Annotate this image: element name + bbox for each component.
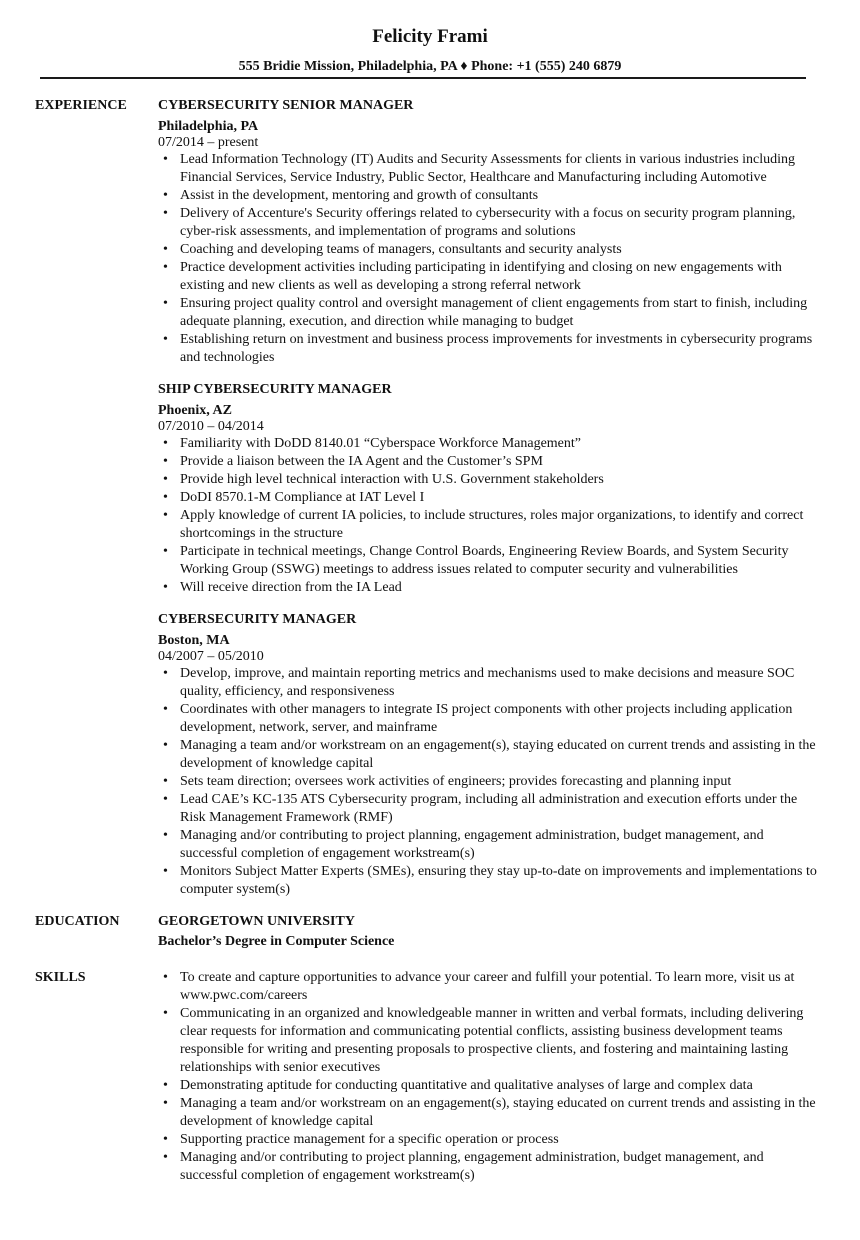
candidate-name: Felicity Frami — [372, 26, 488, 47]
job-dates: 07/2014 – present — [158, 135, 259, 150]
job-entry — [158, 381, 818, 597]
experience-section — [0, 97, 860, 899]
job-dates: 04/2007 – 05/2010 — [158, 649, 264, 664]
school-name: GEORGETOWN UNIVERSITY — [158, 914, 355, 929]
bullet-item: • Familiarity with DoDD 8140.01 “Cyberspace Workforce Management” — [180, 435, 818, 453]
bullet-item: • Participate in technical meetings, Change Control Boards, Engineering Review Boards, and System Security Working Group (SSWG) meetings to address issues related to computer security and vulnerabilities — [180, 543, 818, 579]
bullet-item: • Lead CAE’s KC-135 ATS Cybersecurity program, including all administration and execution efforts under the Risk Management Framework (RMF) — [180, 791, 818, 827]
job-bullets — [158, 435, 818, 597]
resume-content — [0, 97, 860, 1185]
education-body — [158, 913, 818, 951]
bullet-item: • Ensuring project quality control and oversight management of client engagements from start to finish, including adequate planning, execution, and direction while managing to budget — [180, 295, 818, 331]
bullet-item: • Managing a team and/or workstream on an engagement(s), staying educated on current trends and assisting in the development of knowledge capital — [180, 1095, 818, 1131]
bullet-item: • Sets team direction; oversees work activities of engineers; provides forecasting and planning input — [180, 773, 818, 791]
job-title: CYBERSECURITY SENIOR MANAGER — [158, 98, 414, 113]
bullet-item: • Coaching and developing teams of managers, consultants and security analysts — [180, 241, 818, 259]
header-divider — [40, 77, 806, 79]
job-bullets — [158, 151, 818, 367]
job-bullets — [158, 665, 818, 899]
bullet-item: • To create and capture opportunities to advance your career and fulfill your potential. To learn more, visit us at www.pwc.com/careers — [180, 969, 818, 1005]
section-title-skills: SKILLS — [35, 970, 86, 985]
bullet-item: • Coordinates with other managers to integrate IS project components with other projects including application development, network, server, and mainframe — [180, 701, 818, 737]
section-title-experience: EXPERIENCE — [35, 98, 127, 113]
bullet-item: • Demonstrating aptitude for conducting quantitative and qualitative analyses of large and complex data — [180, 1077, 818, 1095]
skills-bullets — [158, 969, 818, 1185]
bullet-item: • Monitors Subject Matter Experts (SMEs), ensuring they stay up-to-date on improvements and implementations to computer system(s) — [180, 863, 818, 899]
bullet-item: • Delivery of Accenture's Security offerings related to cybersecurity with a focus on security program planning, cyber-risk assessments, and implementation of programs and solutions — [180, 205, 818, 241]
bullet-item: • Lead Information Technology (IT) Audits and Security Assessments for clients in various industries including Financial Services, Service Industry, Public Sector, Healthcare and Manufacturing including Automotive — [180, 151, 818, 187]
bullet-item: • Will receive direction from the IA Lead — [180, 579, 818, 597]
skills-section — [0, 969, 860, 1185]
bullet-item: • Practice development activities including participating in identifying and closing on new engagements with existing and new clients as well as developing a strong referral network — [180, 259, 818, 295]
bullet-item: • Establishing return on investment and business process improvements for investments in cybersecurity programs and technologies — [180, 331, 818, 367]
bullet-item: • Develop, improve, and maintain reporting metrics and mechanisms used to make decisions and measure SOC quality, efficiency, and responsiveness — [180, 665, 818, 701]
bullet-item: • Apply knowledge of current IA policies, to include structures, roles major organizations, to identify and correct shortcomings in the structure — [180, 507, 818, 543]
skills-body — [158, 969, 818, 1185]
bullet-item: • Communicating in an organized and knowledgeable manner in written and verbal formats, including delivering clear requests for information and communicating potential conflicts, assisting business development teams responsible for writing and presenting proposals to prospective clients, and fostering and maintaining lasting relationships with senior executives — [180, 1005, 818, 1077]
bullet-item: • Provide high level technical interaction with U.S. Government stakeholders — [180, 471, 818, 489]
bullet-item: • Managing and/or contributing to project planning, engagement administration, budget management, and successful completion of engagement workstream(s) — [180, 827, 818, 863]
contact-line: 555 Bridie Mission, Philadelphia, PA ♦ Phone: +1 (555) 240 6879 — [238, 59, 622, 74]
bullet-item: • DoDI 8570.1-M Compliance at IAT Level I — [180, 489, 818, 507]
job-location: Boston, MA — [158, 633, 230, 648]
job-entry — [158, 97, 818, 367]
job-location: Philadelphia, PA — [158, 119, 259, 134]
degree: Bachelor’s Degree in Computer Science — [158, 934, 395, 949]
section-title-education: EDUCATION — [35, 914, 120, 929]
job-title: CYBERSECURITY MANAGER — [158, 612, 357, 627]
job-dates: 07/2010 – 04/2014 — [158, 419, 264, 434]
experience-body — [158, 97, 818, 899]
job-location: Phoenix, AZ — [158, 403, 232, 418]
bullet-item: • Managing a team and/or workstream on an engagement(s), staying educated on current trends and assisting in the development of knowledge capital — [180, 737, 818, 773]
education-section — [0, 913, 860, 969]
bullet-item: • Assist in the development, mentoring and growth of consultants — [180, 187, 818, 205]
bullet-item: • Supporting practice management for a specific operation or process — [180, 1131, 818, 1149]
job-title: SHIP CYBERSECURITY MANAGER — [158, 382, 392, 397]
bullet-item: • Managing and/or contributing to project planning, engagement administration, budget management, and successful completion of engagement workstream(s) — [180, 1149, 818, 1185]
bullet-item: • Provide a liaison between the IA Agent and the Customer’s SPM — [180, 453, 818, 471]
job-entry — [158, 611, 818, 899]
